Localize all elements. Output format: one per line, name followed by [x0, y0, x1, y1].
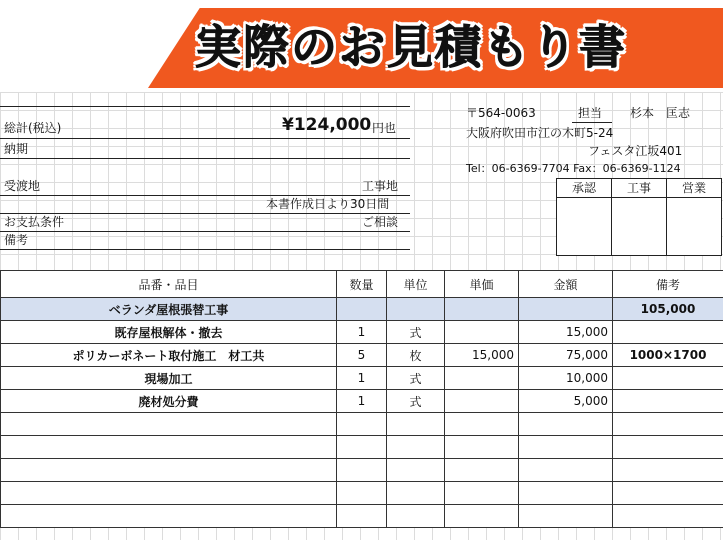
note-cell: 105,000 — [613, 298, 723, 321]
divider — [0, 138, 410, 139]
note-cell — [613, 436, 723, 459]
column-header: 数量 — [337, 271, 387, 298]
unit-price-cell — [445, 413, 519, 436]
item-name-cell — [1, 482, 337, 505]
items-table — [0, 270, 723, 528]
quantity-cell — [337, 298, 387, 321]
divider — [0, 158, 410, 159]
amount-cell — [519, 298, 613, 321]
amount-cell — [519, 436, 613, 459]
divider — [0, 249, 410, 250]
unit-price-cell — [445, 367, 519, 390]
unit-price-cell — [445, 482, 519, 505]
table-row — [1, 321, 723, 344]
unit-cell: 式 — [387, 321, 445, 344]
note-cell — [613, 482, 723, 505]
quantity-cell — [337, 413, 387, 436]
item-name-cell — [1, 505, 337, 528]
unit-cell: 枚 — [387, 344, 445, 367]
table-header-row — [1, 271, 723, 298]
unit-cell — [387, 436, 445, 459]
divider — [0, 106, 410, 107]
quantity-cell — [337, 482, 387, 505]
amount-cell: 10,000 — [519, 367, 613, 390]
amount-cell: 15,000 — [519, 321, 613, 344]
column-header: 単位 — [387, 271, 445, 298]
quantity-cell: 1 — [337, 367, 387, 390]
table-row — [1, 413, 723, 436]
item-name-cell — [1, 436, 337, 459]
postal-code: 〒564-0063 — [466, 106, 536, 120]
divider — [572, 122, 612, 123]
unit-price-cell — [445, 321, 519, 344]
unit-price-cell — [445, 298, 519, 321]
table-row — [1, 390, 723, 413]
column-header: 備考 — [613, 271, 723, 298]
quantity-cell — [337, 505, 387, 528]
item-name-cell: ポリカーボネート取付施工 材工共 — [1, 344, 337, 367]
amount-cell — [519, 459, 613, 482]
unit-cell — [387, 482, 445, 505]
quotation-sheet — [0, 92, 723, 540]
amount-cell — [519, 482, 613, 505]
person-name: 杉本 匡志 — [630, 106, 691, 120]
validity-value: 本書作成日より30日間 — [266, 197, 390, 211]
item-name-cell — [1, 459, 337, 482]
item-name-cell — [1, 413, 337, 436]
table-row — [1, 482, 723, 505]
stamp-box-construction — [611, 178, 667, 256]
phone-fax: Tel：06-6369-7704 Fax：06-6369-1124 — [466, 162, 681, 175]
item-name-cell: 現場加工 — [1, 367, 337, 390]
unit-cell — [387, 413, 445, 436]
divider — [0, 231, 410, 232]
quantity-cell — [337, 459, 387, 482]
banner-title: 実際のお見積もり書 — [195, 20, 627, 74]
total-value: ¥124,000 — [282, 115, 372, 135]
unit-cell — [387, 298, 445, 321]
stamp-label: 承認 — [557, 179, 611, 198]
address-line-2: フェスタ江坂401 — [588, 144, 683, 158]
unit-cell: 式 — [387, 390, 445, 413]
stamp-label: 工事 — [612, 179, 666, 198]
note-cell — [613, 505, 723, 528]
note-cell — [613, 321, 723, 344]
stamp-label: 営業 — [667, 179, 721, 198]
quantity-cell — [337, 436, 387, 459]
item-name-cell: 既存屋根解体・撤去 — [1, 321, 337, 344]
unit-price-cell — [445, 436, 519, 459]
notes-label: 備考 — [4, 233, 29, 247]
receipt-place-value: 工事地 — [362, 179, 399, 193]
unit-cell: 式 — [387, 367, 445, 390]
table-row — [1, 367, 723, 390]
unit-price-cell — [445, 459, 519, 482]
delivery-label: 納期 — [4, 142, 29, 156]
item-name-cell: 廃材処分費 — [1, 390, 337, 413]
amount-cell — [519, 413, 613, 436]
quantity-cell: 5 — [337, 344, 387, 367]
unit-price-cell: 15,000 — [445, 344, 519, 367]
quantity-cell: 1 — [337, 321, 387, 344]
column-header: 金額 — [519, 271, 613, 298]
table-row — [1, 459, 723, 482]
table-row — [1, 436, 723, 459]
unit-price-cell — [445, 505, 519, 528]
column-header: 品番・品目 — [1, 271, 337, 298]
note-cell — [613, 390, 723, 413]
unit-price-cell — [445, 390, 519, 413]
unit-cell — [387, 459, 445, 482]
total-suffix: 円也 — [372, 121, 397, 135]
note-cell — [613, 367, 723, 390]
stamp-box-approval — [556, 178, 612, 256]
note-cell: 1000×1700 — [613, 344, 723, 367]
amount-cell — [519, 505, 613, 528]
stamp-box-sales — [666, 178, 722, 256]
table-row — [1, 344, 723, 367]
note-cell — [613, 459, 723, 482]
quantity-cell: 1 — [337, 390, 387, 413]
item-name-cell: ベランダ屋根張替工事 — [1, 298, 337, 321]
payment-label: お支払条件 — [4, 215, 65, 229]
table-row — [1, 505, 723, 528]
total-label: 総計(税込) — [4, 121, 62, 135]
amount-cell: 75,000 — [519, 344, 613, 367]
receipt-place-label: 受渡地 — [4, 179, 41, 193]
unit-cell — [387, 505, 445, 528]
note-cell — [613, 413, 723, 436]
address-line-1: 大阪府吹田市江の木町5-24 — [466, 126, 614, 140]
amount-cell: 5,000 — [519, 390, 613, 413]
payment-value: ご相談 — [362, 215, 399, 229]
person-label: 担当 — [578, 106, 603, 120]
table-row — [1, 298, 723, 321]
column-header: 単価 — [445, 271, 519, 298]
